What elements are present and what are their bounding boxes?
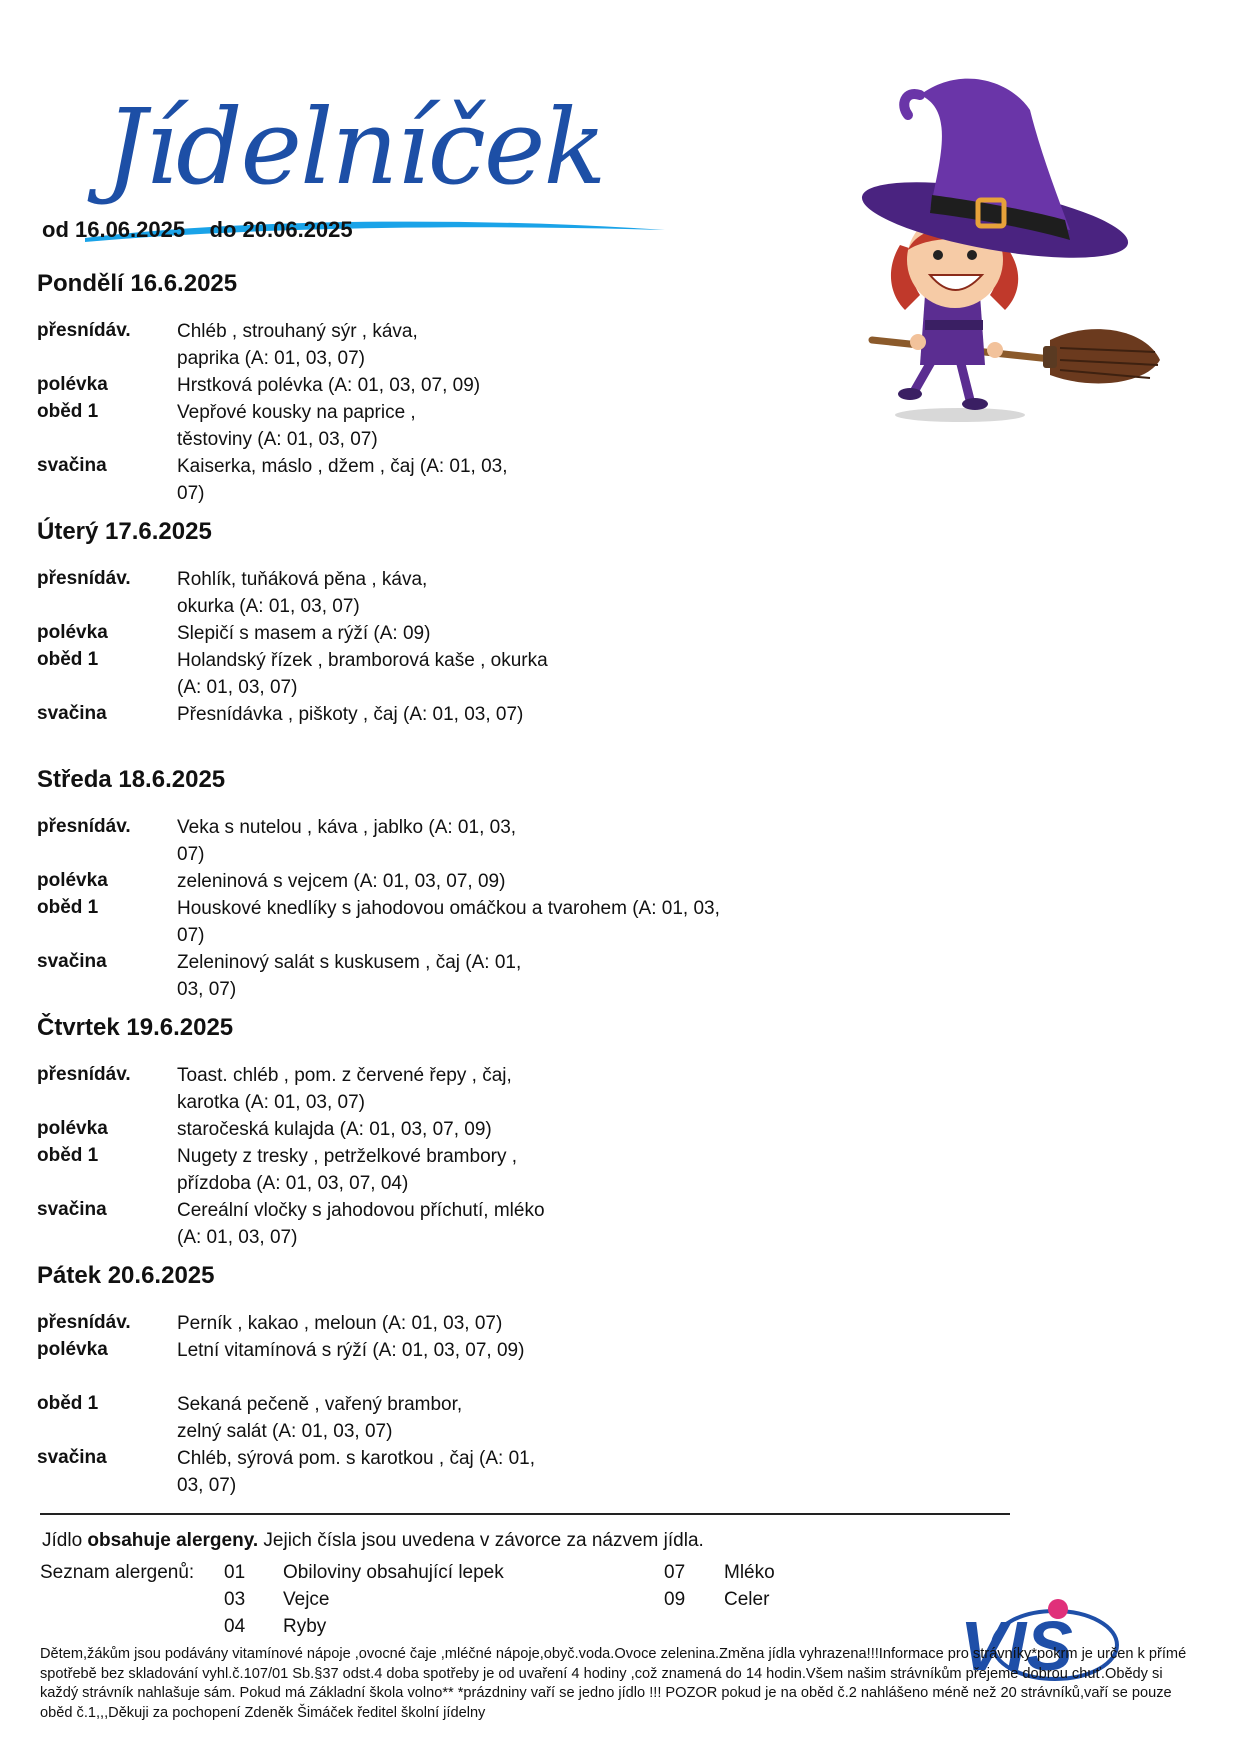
day-title: Čtvrtek 19.6.2025 <box>37 1014 234 1041</box>
meal-label: polévka <box>37 374 108 395</box>
footer-text: Dětem,žákům jsou podávány vitamínové nápoje ,ovocné čaje ,mléčné nápoje,obyč.voda.Ovoce zelenina.Změna jídla vyhrazena!!!Informace pro strávníky*pokrm je určen k přímé spotřebě bez skladování vyhl.č.107/01 Sb.§37 odst.4 doba spotřeby je od uvaření 4 hodiny ,což znamená do 14 hodin.Všem našim strávníkům přejeme dobrou chuť.Obědy si každý strávník nahlašuje sám. Pokud má Základní škola volno** *prázdniny vaří se jedno jídlo !!! POZOR pokud je na oběd č.2 nahlášeno méně než 20 strávníků,vaří se pouze oběd č.1,,,Děkuji za pochopení Zdeněk Šimáček ředitel školní jídelny <box>40 1646 1187 1721</box>
meal-label: svačina <box>37 951 107 972</box>
day-title: Středa 18.6.2025 <box>37 766 226 793</box>
allergen-note <box>42 1530 704 1552</box>
meal-value: Chléb , strouhaný sýr , káva, paprika (A: 01, 03, 07) <box>177 321 418 369</box>
meal-value: Hrstková polévka (A: 01, 03, 07, 09) <box>177 375 481 396</box>
meal-label: svačina <box>37 703 107 724</box>
allergen-name: Obiloviny obsahující lepek <box>283 1562 504 1583</box>
meal-label: přesnídáv. <box>37 320 131 341</box>
meal-value: Zeleninový salát s kuskusem , čaj (A: 01, 03, 07) <box>177 952 522 1000</box>
date-range: od 16.06.2025 do 20.06.2025 <box>42 217 353 242</box>
day-title: Úterý 17.6.2025 <box>37 518 212 545</box>
allergen-note-bold: obsahuje alergeny. <box>87 1530 259 1551</box>
meal-label: polévka <box>37 870 108 891</box>
allergen-name: Mléko <box>724 1562 775 1583</box>
meal-label: polévka <box>37 1339 108 1360</box>
meal-value: Cereální vločky s jahodovou příchutí, mléko (A: 01, 03, 07) <box>177 1200 545 1248</box>
allergen-num: 09 <box>664 1589 686 1610</box>
meal-label: svačina <box>37 1447 107 1468</box>
meal-label: oběd 1 <box>37 1145 99 1166</box>
meal-value: zeleninová s vejcem (A: 01, 03, 07, 09) <box>177 871 506 892</box>
allergen-note-suffix: Jejich čísla jsou uvedena v závorce za názvem jídla. <box>263 1530 704 1551</box>
meal-value: Letní vitamínová s rýží (A: 01, 03, 07, 09) <box>177 1340 525 1361</box>
meal-value: staročeská kulajda (A: 01, 03, 07, 09) <box>177 1119 492 1140</box>
meal-value: Slepičí s masem a rýží (A: 09) <box>177 623 431 644</box>
meal-value: Rohlík, tuňáková pěna , káva, okurka (A: 01, 03, 07) <box>177 569 428 617</box>
allergen-num: 01 <box>224 1562 246 1583</box>
menu-title: Jídelníček <box>105 86 605 208</box>
allergen-num: 04 <box>224 1616 246 1637</box>
meal-value: Sekaná pečeně , vařený brambor, zelný salát (A: 01, 03, 07) <box>177 1394 463 1442</box>
meal-label: oběd 1 <box>37 401 99 422</box>
meal-value: Perník , kakao , meloun (A: 01, 03, 07) <box>177 1313 503 1334</box>
meal-label: oběd 1 <box>37 1393 99 1414</box>
meal-label: přesnídáv. <box>37 1312 131 1333</box>
meal-value: Kaiserka, máslo , džem , čaj (A: 01, 03, 07) <box>177 456 508 504</box>
vis-logo-text: VIS <box>960 1607 1073 1685</box>
meal-label: svačina <box>37 1199 107 1220</box>
meal-value: Chléb, sýrová pom. s karotkou , čaj (A: 01, 03, 07) <box>177 1448 535 1496</box>
meal-label: přesnídáv. <box>37 816 131 837</box>
meal-label: svačina <box>37 455 107 476</box>
meal-label: polévka <box>37 622 108 643</box>
allergen-num: 07 <box>664 1562 686 1583</box>
meal-value: Nugety z tresky , petrželkové brambory , přízdoba (A: 01, 03, 07, 04) <box>177 1146 518 1194</box>
allergen-num: 03 <box>224 1589 246 1610</box>
meal-value: Toast. chléb , pom. z červené řepy , čaj, karotka (A: 01, 03, 07) <box>177 1065 512 1113</box>
meal-value: Vepřové kousky na paprice , těstoviny (A: 01, 03, 07) <box>177 402 416 450</box>
meal-value: Veka s nutelou , káva , jablko (A: 01, 03, 07) <box>177 817 517 865</box>
meal-label: oběd 1 <box>37 649 99 670</box>
meal-label: oběd 1 <box>37 897 99 918</box>
divider-line <box>40 1513 1010 1515</box>
day-title: Pátek 20.6.2025 <box>37 1262 215 1289</box>
meal-label: přesnídáv. <box>37 1064 131 1085</box>
allergen-name: Ryby <box>283 1616 327 1637</box>
meal-value: Houskové knedlíky s jahodovou omáčkou a tvarohem (A: 01, 03, 07) <box>177 898 720 946</box>
meal-label: polévka <box>37 1118 108 1139</box>
allergen-note-prefix: Jídlo <box>42 1530 83 1551</box>
meal-label: přesnídáv. <box>37 568 131 589</box>
day-title: Pondělí 16.6.2025 <box>37 270 238 297</box>
allergen-name: Vejce <box>283 1589 330 1610</box>
allergen-name: Celer <box>724 1589 770 1610</box>
meal-value: Holandský řízek , bramborová kaše , okurka (A: 01, 03, 07) <box>177 650 548 698</box>
witch-illustration <box>860 70 1160 425</box>
allergen-heading: Seznam alergenů: <box>40 1562 195 1583</box>
meal-value: Přesnídávka , piškoty , čaj (A: 01, 03, 07) <box>177 704 524 725</box>
